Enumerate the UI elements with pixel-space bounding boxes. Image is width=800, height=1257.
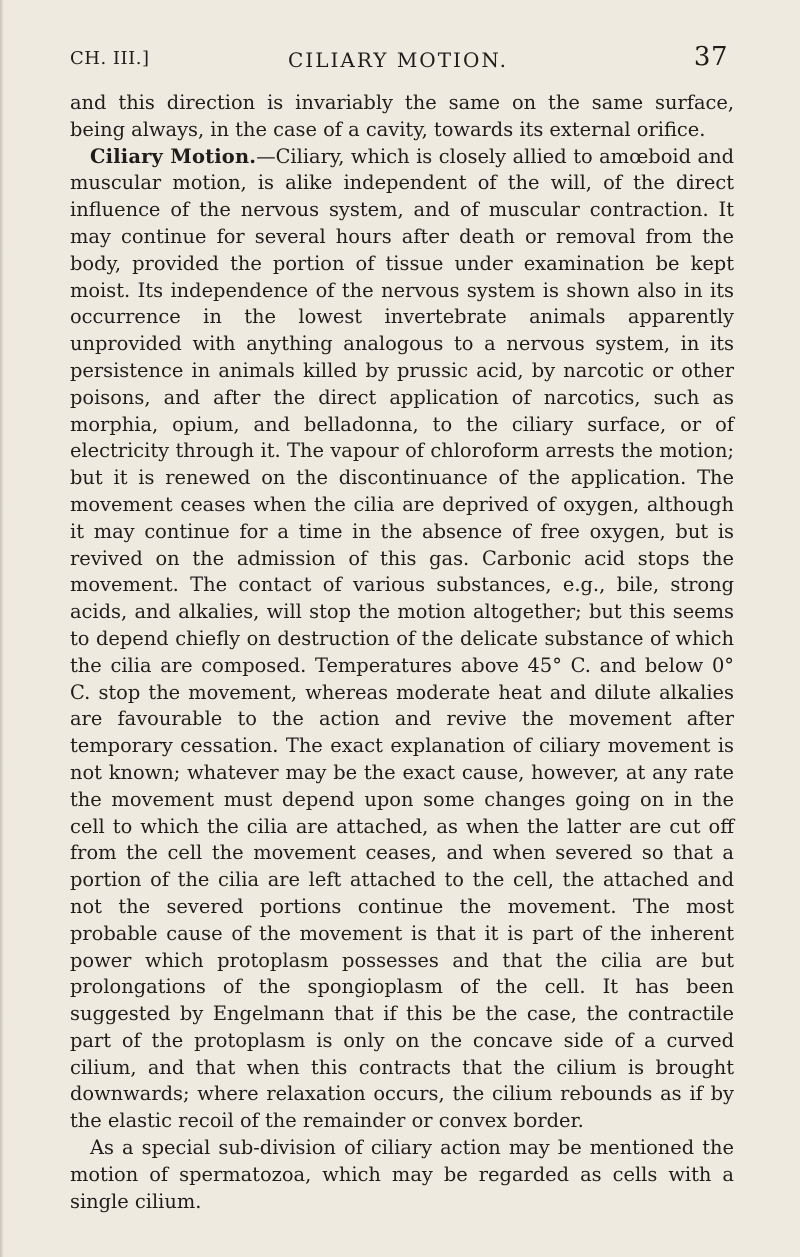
- paragraph-text: As a special sub-division of ciliary action may be mentioned the motion of spermatozoa, which may be regarded as cells with a single cilium.: [70, 1136, 734, 1213]
- paragraph-text: and this direction is invariably the same on the same surface, being always, in the case of a cavity, towards its external orifice.: [70, 91, 734, 141]
- subheading: Ciliary Motion.: [90, 144, 257, 168]
- paragraph-1: [70, 90, 734, 144]
- page-edge: [0, 0, 4, 1257]
- chapter-label: CH. III.]: [70, 48, 150, 69]
- paragraph-2: [70, 144, 734, 1135]
- paragraph-3: [70, 1135, 734, 1215]
- running-title: CILIARY MOTION.: [288, 48, 508, 72]
- running-header: [70, 42, 740, 78]
- body-text: [70, 90, 734, 1215]
- paragraph-text: —Ciliary, which is closely allied to amœboid and muscular motion, is alike independent of the will, of the direct influence of the nervous system, and of muscular contraction. It may continue for several hours after death or removal from the body, provided the portion of tissue under examination be kept moist. Its independence of the nervous system is shown also in its occurrence in the lowest invertebrate animals apparently unprovided with anything analogous to a nervous system, in its persistence in animals killed by prussic acid, by narcotic or other poisons, and after the direct application of narcotics, such as morphia, opium, and belladonna, to the ciliary surface, or of electricity through it. The vapour of chloroform arrests the motion; but it is renewed on the discontinuance of the application. The movement ceases when the cilia are deprived of oxygen, although it may continue for a time in the absence of free oxygen, but is revived on the admission of this gas. Carbonic acid stops the movement. The contact of various substances, e.g., bile, strong acids, and alkalies, will stop the motion altogether; but this seems to depend chiefly on destruction of the delicate substance of which the cilia are composed. Temperatures above 45° C. and below 0° C. stop the movement, whereas moderate heat and dilute alkalies are favourable to the action and revive the movement after temporary cessation. The exact explanation of ciliary movement is not known; whatever may be the exact cause, however, at any rate the movement must depend upon some changes going on in the cell to which the cilia are attached, as when the latter are cut off from the cell the movement ceases, and when severed so that a portion of the cilia are left attached to the cell, the attached and not the severed portions continue the movement. The most probable cause of the movement is that it is part of the inherent power which protoplasm possesses and that the cilia are but prolongations of the spongioplasm of the cell. It has been suggested by Engelmann that if this be the case, the contractile part of the protoplasm is only on the concave side of a curved cilium, and that when this contracts that the cilium is brought downwards; where relaxation occurs, the cilium rebounds as if by the elastic recoil of the remainder or convex border.: [70, 144, 734, 1133]
- page-number: 37: [693, 42, 728, 72]
